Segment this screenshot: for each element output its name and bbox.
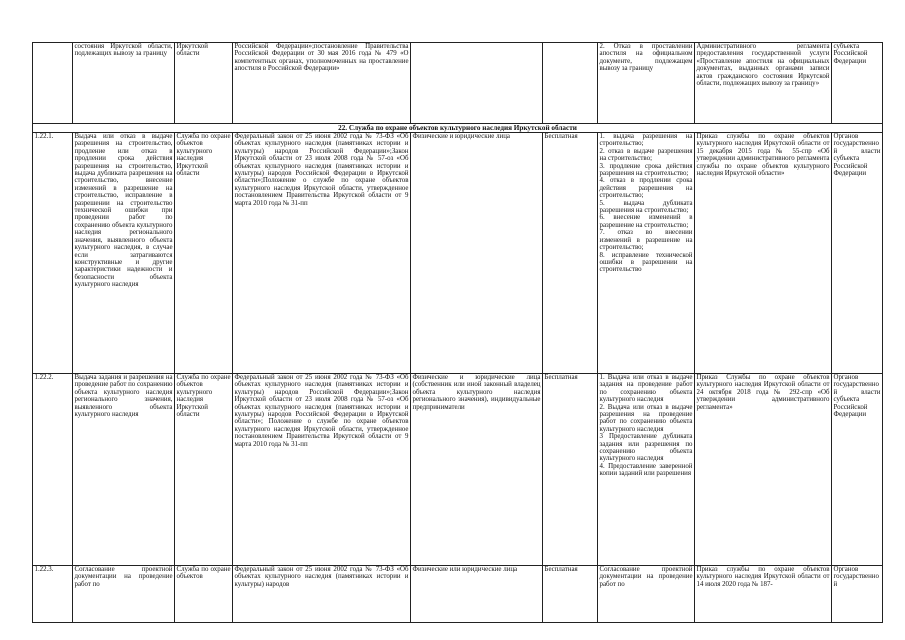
applicants xyxy=(411,43,543,124)
table-row xyxy=(33,133,883,374)
table-row xyxy=(33,374,883,566)
authority-name: Служба по охране объектов xyxy=(175,566,233,623)
regulation: Приказ службы по охране объектов культурного наследия Иркутской области от 14 июля 2020 года № 187- xyxy=(695,566,832,623)
service-name: Выдача или отказ в выдаче разрешения на строительство, продление или отказ в продлении срока действия разрешения на строительство, выдача дубликата разрешения на строительство, внесение изменений в разрешение на строительство, исправление в разрешении на строительство технической ошибки при проведении работ по сохранению объекта культурного наследия регионального значения, выявленного объекта культурного наследия, в случае если затрагиваются конструктивные и другие характеристики надежности и безопасности объекта культурного наследия xyxy=(73,133,175,374)
regulation: Приказ службы по охране объектов культурного наследия Иркутской области от 15 декабря 2015 года № 55-спр «Об утверждении административного регламента службы по охране объектов культурного наследия Иркутской области» xyxy=(695,133,832,374)
authority-name: Служба по охране объектов культурного наследия Иркутской области xyxy=(175,133,233,374)
row-number: 1.22.1. xyxy=(33,133,73,374)
fee xyxy=(543,43,598,124)
regulation: Административного регламента предоставления государственной услуги «Проставление апостиля на официальных документах, выданных органами записи актов гражданского состояния Иркутской области, подлежащих вывозу за границу» xyxy=(695,43,832,124)
interaction-bodies: субъекта Российской Федерации xyxy=(832,43,883,124)
registry-table xyxy=(32,42,883,623)
legal-basis: Российской Федерации»;постановление Правительства Российской Федерации от 30 мая 2016 года № 479 «О компетентных органах, уполномоченных на проставление апостиля в Российской Федерации» xyxy=(233,43,411,124)
fee: Бесплатная xyxy=(543,374,598,566)
service-results: 1. Выдача или отказ в выдаче задания на проведение работ по сохранению объекта культурного наследия 2. Выдача или отказ в выдаче разрешения на проведение работ по сохранению объекта культурного наследия 3 Предоставление дубликата задания или разрешения по сохранению объекта культурного наследия 4. Предоставление заверенной копии заданий или разрешения xyxy=(598,374,695,566)
service-name: Выдача задания и разрешения на проведение работ по сохранению объекта культурного наследия регионального значения, выявленного объекта культурного наследия xyxy=(73,374,175,566)
authority-name: Служба по охране объектов культурного наследия Иркутской области xyxy=(175,374,233,566)
interaction-bodies: Органов государственной власти субъекта Российской Федерации xyxy=(832,374,883,566)
section-row xyxy=(33,124,883,133)
fee: Бесплатная xyxy=(543,133,598,374)
legal-basis: Федеральный закон от 25 июня 2002 года № 73-ФЗ «Об объектах культурного наследия (памятниках истории и культуры) народов Российской Федерации»;Закон Иркутской области от 23 июля 2008 года № 57-оз «Об объектах культурного наследия (памятниках истории и культуры) народов Российской Федерации в Иркутской области»;Положение о службе по охране объектов культурного наследия Иркутской области, утвержденное постановлением Правительства Иркутской области от 9 марта 2010 года № 31-пп xyxy=(233,133,411,374)
row-number xyxy=(33,43,73,124)
table-row xyxy=(33,43,883,124)
row-number: 1.22.3. xyxy=(33,566,73,623)
interaction-bodies: Органов государственной власти субъекта Российской Федерации xyxy=(832,133,883,374)
service-name: состояния Иркутской области, подлежащих вывозу за границу xyxy=(73,43,175,124)
legal-basis: Федеральный закон от 25 июня 2002 года № 73-ФЗ «Об объектах культурного наследия (памятниках истории и культуры) народов xyxy=(233,566,411,623)
applicants: Физические и юридические лица xyxy=(411,133,543,374)
interaction-bodies: Органов государственной xyxy=(832,566,883,623)
regulation: Приказ Службы по охране объектов культурного наследия Иркутской области от 24 октября 2018 года № 292-спр «Об утверждении административного регламента» xyxy=(695,374,832,566)
table-row xyxy=(33,566,883,623)
service-name: Согласование проектной документации на проведение работ по xyxy=(73,566,175,623)
service-results: Согласование проектной документации на проведение работ по xyxy=(598,566,695,623)
row-number: 1.22.2. xyxy=(33,374,73,566)
legal-basis: Федеральный закон от 25 июня 2002 года № 73-ФЗ «Об объектах культурного наследия (памятниках истории и культуры) народов Российской Федерации»;Закон Иркутской области от 23 июля 2008 года № 57-оз «Об объектах культурного наследия (памятниках истории и культуры) народов Российской Федерации в Иркутской области»; Положение о службе по охране объектов культурного наследия Иркутской области, утвержденное постановлением Правительства Иркутской области от 9 марта 2010 года № 31-пп xyxy=(233,374,411,566)
section-title: 22. Служба по охране объектов культурного наследия Иркутской области xyxy=(33,124,883,133)
service-results: 1. выдача разрешения на строительство; 2. отказ в выдаче разрешения на строительство; 3. продление срока действия разрешения на строительство; 4. отказ в продлении срока действия разрешения на строительство; 5. выдача дубликата разрешения на строительство; 6. внесение изменений в разрешение на строительство; 7. отказ во внесении изменений в разрешение на строительство; 8. исправление технической ошибки в разрешении на строительство xyxy=(598,133,695,374)
service-results: 2. Отказ в проставлении апостиля на официальном документе, подлежащем вывозу за границу xyxy=(598,43,695,124)
authority-name: Иркутской области xyxy=(175,43,233,124)
fee: Бесплатная xyxy=(543,566,598,623)
applicants: Физические и юридические лица (собственник или иной законный владелец объекта культурного наследия регионального значения), индивидуальные предприниматели xyxy=(411,374,543,566)
applicants: Физические или юридические лица xyxy=(411,566,543,623)
